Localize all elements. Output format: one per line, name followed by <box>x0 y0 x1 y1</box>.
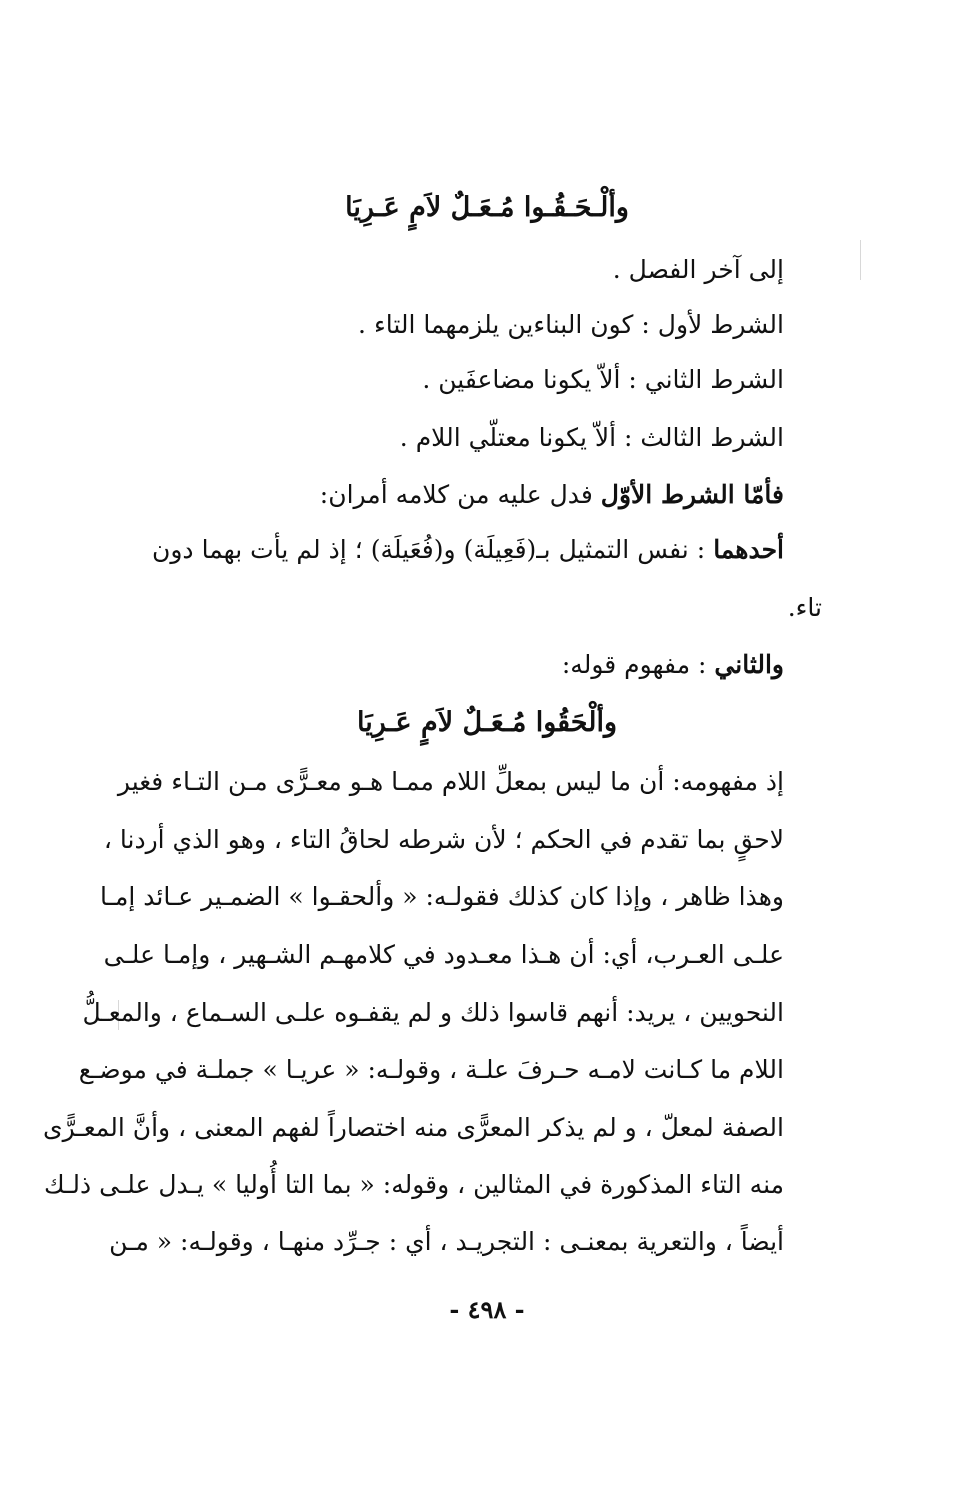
body-line: علـى العـرب، أي: أن هـذا معـدود في كلامهـم الشـهير ، وإمـا علـى <box>103 940 784 969</box>
bold-lead: أحدهما <box>713 535 784 564</box>
body-line: إذ مفهومه: أن ما ليس بمعلِّ اللام ممـا هـو معـرًّى مـن التـاء فغير <box>117 767 784 796</box>
bold-lead: فأمّا الشرط الأوّل <box>600 480 784 509</box>
page-number: - ٤٩٨ - <box>449 1295 525 1324</box>
text-line: الشرط لأول : كون البناءين يلزمهما التاء . <box>358 310 784 339</box>
body-line: منه التاء المذكورة في المثالين ، وقوله: « بما التا أُوليا » يـدل علـى ذلـك <box>43 1170 784 1199</box>
body-line: اللام ما كـانت لامـه حـرفَ علـة ، وقولـه: « عريـا » جملـة في موضـع <box>78 1055 784 1084</box>
line-text: : مفهوم قوله: <box>561 650 715 679</box>
text-line: الشرط الثاني : ألاّ يكونا مضاعفَين . <box>422 365 784 394</box>
body-line: النحويين ، يريد: أنهم قاسوا ذلك و لم يقفـوه علـى السـماع ، والمعـلُّ <box>82 998 784 1027</box>
body-line: الصفة لمعلّ ، و لم يذكر المعرًّى منه اختصاراً لفهم المعنى ، وأنَّ المعـرًّى <box>43 1113 784 1142</box>
verse-quote: وألْحَقُوا مُـعَـلٌ لاَمٍ عَـرِيَا <box>356 707 618 738</box>
paragraph-second-argument <box>562 645 784 685</box>
body-line: أيضاً ، والتعرية بمعنـى : التجريـد ، أي : جـرِّد منهـا ، وقولـه: « مـن <box>109 1227 784 1256</box>
bold-lead: والثاني <box>714 650 784 679</box>
text-line: تاء. <box>787 593 822 622</box>
paragraph-first-argument <box>152 530 784 570</box>
body-line: وهذا ظاهر ، وإذا كان كذلك فقولـه: « وألحقـوا » الضمـير عـائد إمـا <box>100 882 784 911</box>
line-text: فدل عليه من كلامه أمران: <box>319 480 601 509</box>
paragraph-first-condition <box>320 475 784 515</box>
body-line: لاحقٍ بما تقدم في الحكم ؛ لأن شرطه لحاقُ التاء ، وهو الذي أردنا ، <box>103 825 784 854</box>
text-line: الشرط الثالث : ألاّ يكونا معتلّي اللام . <box>399 423 784 452</box>
verse-heading: وألْـحَـقُـوا مُـعَـلٌ لاَمٍ عَـرِيَا <box>345 192 629 223</box>
line-text: : نفس التمثيل بـ(فَعِيلَة) و(فُعَيلَة) ؛ إذ لم يأت بهما دون <box>152 535 714 564</box>
scan-margin-mark <box>860 240 861 280</box>
text-line: إلى آخر الفصل . <box>612 255 784 284</box>
